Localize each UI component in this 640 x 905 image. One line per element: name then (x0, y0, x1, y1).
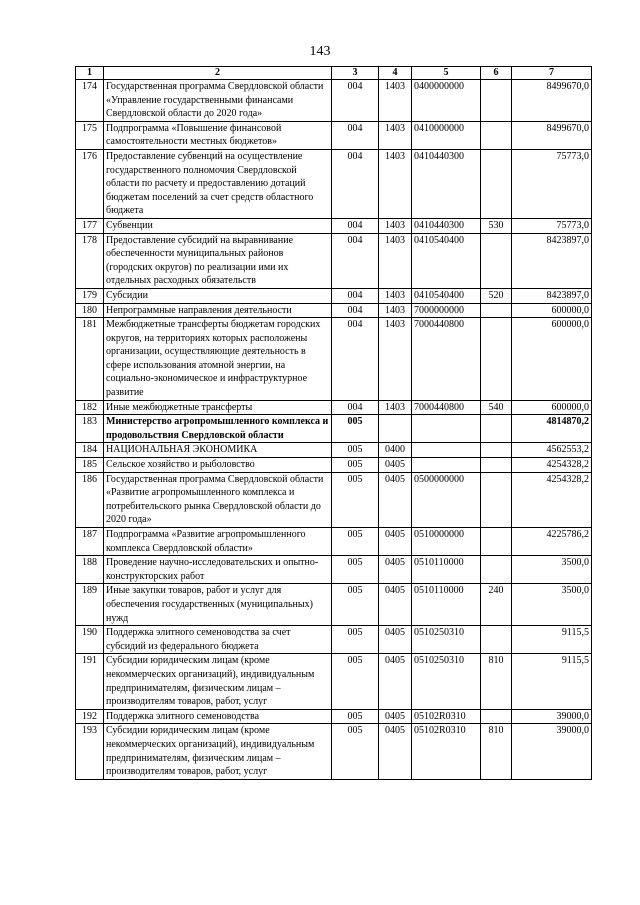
row-target-article: 0510110000 (412, 556, 481, 584)
table-row (76, 443, 592, 458)
row-section-code: 0405 (379, 556, 412, 584)
row-section-code: 1403 (379, 149, 412, 218)
row-ministry-code: 005 (332, 458, 379, 473)
row-expense-type (481, 303, 512, 318)
row-section-code: 0405 (379, 654, 412, 709)
row-target-article (412, 458, 481, 473)
table-row (76, 556, 592, 584)
row-amount: 4254328,2 (512, 472, 592, 527)
row-name: Предоставление субвенций на осуществление государственного полномочия Свердловской области по расчету и предоставлению дотаций бюджетам поселений за счет средств областного бюджета (104, 149, 332, 218)
row-expense-type (481, 415, 512, 443)
row-section-code: 0405 (379, 472, 412, 527)
row-expense-type (481, 233, 512, 288)
table-row (76, 724, 592, 779)
table-row (76, 233, 592, 288)
row-expense-type (481, 149, 512, 218)
row-amount: 4225786,2 (512, 528, 592, 556)
table-row (76, 121, 592, 149)
row-amount: 8499670,0 (512, 121, 592, 149)
row-expense-type (481, 458, 512, 473)
row-amount: 39000,0 (512, 709, 592, 724)
budget-table (75, 66, 592, 780)
row-amount: 3500,0 (512, 556, 592, 584)
table-row (76, 149, 592, 218)
row-target-article: 7000000000 (412, 303, 481, 318)
row-target-article: 0510250310 (412, 626, 481, 654)
row-section-code: 1403 (379, 288, 412, 303)
row-name: Субсидии (104, 288, 332, 303)
row-target-article: 05102R0310 (412, 709, 481, 724)
row-expense-type: 540 (481, 400, 512, 415)
row-number: 183 (76, 415, 104, 443)
row-section-code: 1403 (379, 80, 412, 122)
row-ministry-code: 005 (332, 415, 379, 443)
row-target-article (412, 443, 481, 458)
row-target-article: 0510110000 (412, 584, 481, 626)
row-ministry-code: 005 (332, 584, 379, 626)
row-expense-type (481, 626, 512, 654)
row-amount: 8423897,0 (512, 233, 592, 288)
table-body (76, 80, 592, 780)
row-name: Сельское хозяйство и рыболовство (104, 458, 332, 473)
row-amount: 8423897,0 (512, 288, 592, 303)
table-row (76, 458, 592, 473)
row-amount: 600000,0 (512, 318, 592, 401)
table-row (76, 318, 592, 401)
row-number: 191 (76, 654, 104, 709)
row-target-article: 0410440300 (412, 149, 481, 218)
row-target-article (412, 415, 481, 443)
row-target-article: 7000440800 (412, 400, 481, 415)
row-ministry-code: 004 (332, 288, 379, 303)
row-section-code: 0400 (379, 443, 412, 458)
row-target-article: 7000440800 (412, 318, 481, 401)
row-amount: 75773,0 (512, 149, 592, 218)
table-row (76, 654, 592, 709)
row-expense-type: 520 (481, 288, 512, 303)
row-target-article: 0500000000 (412, 472, 481, 527)
row-number: 190 (76, 626, 104, 654)
row-expense-type (481, 556, 512, 584)
header-col-7: 7 (512, 67, 592, 80)
row-expense-type (481, 709, 512, 724)
row-ministry-code: 005 (332, 724, 379, 779)
row-section-code: 0405 (379, 584, 412, 626)
row-amount: 9115,5 (512, 654, 592, 709)
row-ministry-code: 004 (332, 218, 379, 233)
row-name: Межбюджетные трансферты бюджетам городских округов, на территориях которых расположены организации, осуществляющие деятельность в сфере использования атомной энергии, на социально-экономическое и инфраструктурное развитие (104, 318, 332, 401)
row-section-code: 1403 (379, 303, 412, 318)
row-number: 185 (76, 458, 104, 473)
row-ministry-code: 004 (332, 400, 379, 415)
row-number: 187 (76, 528, 104, 556)
row-expense-type (481, 472, 512, 527)
row-target-article: 0410440300 (412, 218, 481, 233)
row-expense-type (481, 528, 512, 556)
row-target-article: 0510250310 (412, 654, 481, 709)
row-section-code: 0405 (379, 528, 412, 556)
row-name: Предоставление субсидий на выравнивание обеспеченности муниципальных районов (городских округов) по реализации ими их отдельных расходных обязательств (104, 233, 332, 288)
header-col-4: 4 (379, 67, 412, 80)
table-row (76, 626, 592, 654)
row-amount: 4254328,2 (512, 458, 592, 473)
row-expense-type: 530 (481, 218, 512, 233)
table-row (76, 80, 592, 122)
row-number: 178 (76, 233, 104, 288)
row-number: 179 (76, 288, 104, 303)
row-section-code: 1403 (379, 218, 412, 233)
header-col-3: 3 (332, 67, 379, 80)
row-ministry-code: 005 (332, 556, 379, 584)
row-ministry-code: 005 (332, 654, 379, 709)
header-col-6: 6 (481, 67, 512, 80)
row-amount: 9115,5 (512, 626, 592, 654)
row-name: Иные закупки товаров, работ и услуг для обеспечения государственных (муниципальных) нужд (104, 584, 332, 626)
row-name: Государственная программа Свердловской области «Развитие агропромышленного комплекса и потребительского рынка Свердловской области до 2020 года» (104, 472, 332, 527)
row-ministry-code: 005 (332, 626, 379, 654)
table-row (76, 400, 592, 415)
row-expense-type: 810 (481, 724, 512, 779)
row-number: 193 (76, 724, 104, 779)
row-ministry-code: 005 (332, 528, 379, 556)
row-name: НАЦИОНАЛЬНАЯ ЭКОНОМИКА (104, 443, 332, 458)
row-ministry-code: 005 (332, 709, 379, 724)
row-number: 176 (76, 149, 104, 218)
row-amount: 4814870,2 (512, 415, 592, 443)
row-name: Государственная программа Свердловской области «Управление государственными финансами Свердловской области до 2020 года» (104, 80, 332, 122)
row-number: 186 (76, 472, 104, 527)
table-row (76, 415, 592, 443)
header-col-5: 5 (412, 67, 481, 80)
row-section-code: 1403 (379, 318, 412, 401)
row-amount: 600000,0 (512, 303, 592, 318)
row-ministry-code: 004 (332, 318, 379, 401)
row-target-article: 0400000000 (412, 80, 481, 122)
row-section-code: 0405 (379, 709, 412, 724)
table-row (76, 709, 592, 724)
row-amount: 39000,0 (512, 724, 592, 779)
row-ministry-code: 004 (332, 149, 379, 218)
row-amount: 600000,0 (512, 400, 592, 415)
row-expense-type (481, 121, 512, 149)
row-section-code: 1403 (379, 233, 412, 288)
row-amount: 8499670,0 (512, 80, 592, 122)
row-number: 174 (76, 80, 104, 122)
row-expense-type: 240 (481, 584, 512, 626)
table-row (76, 218, 592, 233)
row-number: 184 (76, 443, 104, 458)
table-row (76, 288, 592, 303)
row-expense-type: 810 (481, 654, 512, 709)
table-row (76, 584, 592, 626)
row-ministry-code: 005 (332, 472, 379, 527)
row-section-code: 1403 (379, 400, 412, 415)
row-target-article: 0410540400 (412, 233, 481, 288)
row-name: Субсидии юридическим лицам (кроме некоммерческих организаций), индивидуальным предпринимателям, физическим лицам – производителям товаров, работ, услуг (104, 654, 332, 709)
row-ministry-code: 004 (332, 233, 379, 288)
row-number: 181 (76, 318, 104, 401)
row-name: Субвенции (104, 218, 332, 233)
row-section-code: 1403 (379, 121, 412, 149)
row-name: Иные межбюджетные трансферты (104, 400, 332, 415)
row-section-code (379, 415, 412, 443)
header-col-1: 1 (76, 67, 104, 80)
row-ministry-code: 004 (332, 80, 379, 122)
row-name: Непрограммные направления деятельности (104, 303, 332, 318)
table-header-row (76, 67, 592, 80)
page-number: 143 (309, 44, 331, 59)
row-ministry-code: 004 (332, 121, 379, 149)
row-number: 188 (76, 556, 104, 584)
row-name: Подпрограмма «Повышение финансовой самостоятельности местных бюджетов» (104, 121, 332, 149)
row-amount: 4562553,2 (512, 443, 592, 458)
row-target-article: 05102R0310 (412, 724, 481, 779)
table-row (76, 472, 592, 527)
row-name: Подпрограмма «Развитие агропромышленного комплекса Свердловской области» (104, 528, 332, 556)
row-target-article: 0410540400 (412, 288, 481, 303)
row-name: Поддержка элитного семеноводства (104, 709, 332, 724)
row-name: Поддержка элитного семеноводства за счет субсидий из федерального бюджета (104, 626, 332, 654)
row-number: 175 (76, 121, 104, 149)
row-target-article: 0510000000 (412, 528, 481, 556)
table-row (76, 303, 592, 318)
row-name: Субсидии юридическим лицам (кроме некоммерческих организаций), индивидуальным предпринимателям, физическим лицам – производителям товаров, работ, услуг (104, 724, 332, 779)
row-number: 180 (76, 303, 104, 318)
row-expense-type (481, 443, 512, 458)
row-ministry-code: 005 (332, 443, 379, 458)
row-expense-type (481, 80, 512, 122)
row-amount: 3500,0 (512, 584, 592, 626)
row-number: 192 (76, 709, 104, 724)
row-ministry-code: 004 (332, 303, 379, 318)
table-row (76, 528, 592, 556)
row-name: Министерство агропромышленного комплекса и продовольствия Свердловской области (104, 415, 332, 443)
row-section-code: 0405 (379, 724, 412, 779)
row-target-article: 0410000000 (412, 121, 481, 149)
row-expense-type (481, 318, 512, 401)
row-section-code: 0405 (379, 458, 412, 473)
row-number: 177 (76, 218, 104, 233)
row-name: Проведение научно-исследовательских и опытно-конструкторских работ (104, 556, 332, 584)
row-number: 189 (76, 584, 104, 626)
row-section-code: 0405 (379, 626, 412, 654)
header-col-2: 2 (104, 67, 332, 80)
row-amount: 75773,0 (512, 218, 592, 233)
row-number: 182 (76, 400, 104, 415)
